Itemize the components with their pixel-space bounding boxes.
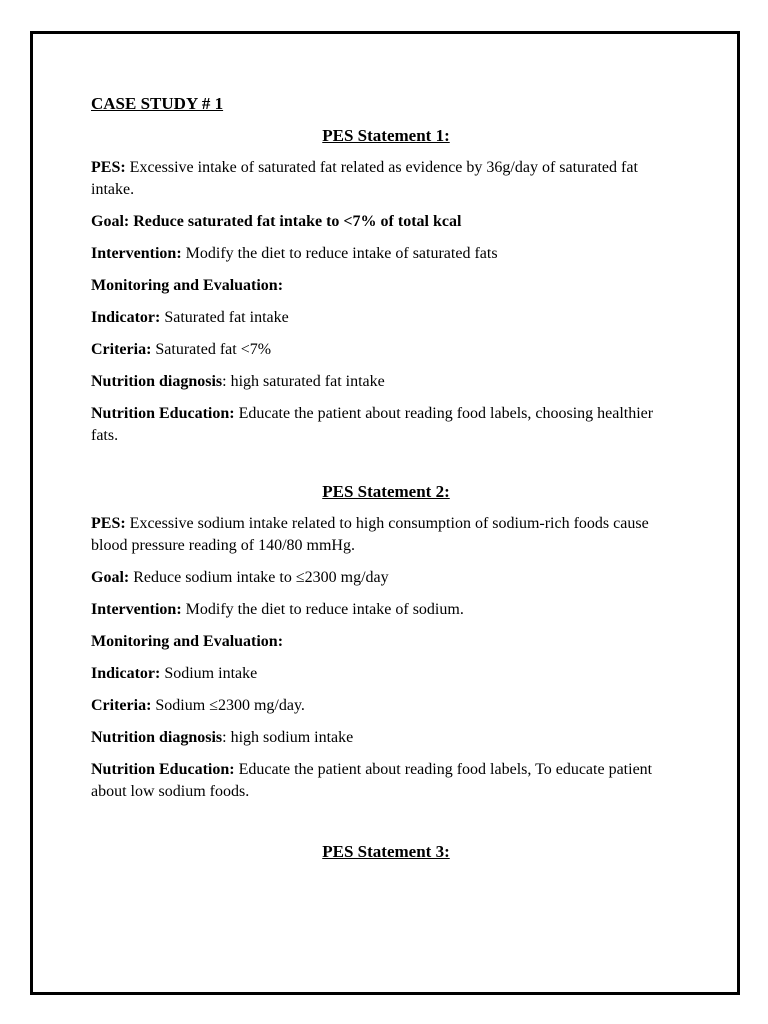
criteria-label: Criteria: (91, 697, 152, 714)
diagnosis-label: Nutrition diagnosis (91, 729, 223, 746)
goal-paragraph (91, 211, 681, 233)
diagnosis-text: : high saturated fat intake (222, 373, 385, 390)
section-spacer (91, 457, 681, 480)
criteria-paragraph (91, 695, 681, 717)
education-text: Educate the patient about reading food labels, choosing healthier fats. (91, 405, 654, 444)
diagnosis-paragraph (91, 371, 681, 393)
diagnosis-text: : high sodium intake (222, 729, 354, 746)
diagnosis-paragraph (91, 727, 681, 749)
indicator-text: Saturated fat intake (160, 309, 289, 326)
monitoring-label: Monitoring and Evaluation: (91, 277, 284, 294)
section-heading: PES Statement 3: (322, 842, 450, 861)
education-paragraph (91, 403, 681, 447)
intervention-label: Intervention: (91, 245, 182, 262)
pes-label: PES: (91, 159, 126, 176)
indicator-label: Indicator: (91, 665, 161, 682)
education-text: Educate the patient about reading food labels, To educate patient about low sodium foods. (91, 761, 653, 800)
pes-section-2 (91, 480, 681, 803)
goal-paragraph (91, 567, 681, 589)
intervention-text: Modify the diet to reduce intake of saturated fats (181, 245, 498, 262)
pes-section-3 (91, 840, 681, 864)
goal-text: Reduce sodium intake to ≤2300 mg/day (129, 569, 389, 586)
goal-text: Reduce saturated fat intake to <7% of total kcal (129, 213, 462, 230)
education-paragraph (91, 759, 681, 803)
intervention-text: Modify the diet to reduce intake of sodium. (181, 601, 464, 618)
section-heading: PES Statement 1: (322, 126, 450, 145)
pes-section-1 (91, 124, 681, 447)
intervention-paragraph (91, 243, 681, 265)
education-label: Nutrition Education: (91, 405, 235, 422)
case-study-title: CASE STUDY # 1 (91, 94, 224, 113)
intervention-label: Intervention: (91, 601, 182, 618)
criteria-paragraph (91, 339, 681, 361)
pes-paragraph (91, 157, 681, 201)
pes-paragraph (91, 513, 681, 557)
indicator-paragraph (91, 663, 681, 685)
diagnosis-label: Nutrition diagnosis (91, 373, 223, 390)
monitoring-paragraph (91, 275, 681, 297)
criteria-text: Saturated fat <7% (151, 341, 272, 358)
pes-text: Excessive sodium intake related to high consumption of sodium-rich foods cause blood pressure reading of 140/80 mmHg. (91, 515, 649, 554)
criteria-label: Criteria: (91, 341, 152, 358)
pes-text: Excessive intake of saturated fat related as evidence by 36g/day of saturated fat intake. (91, 159, 638, 198)
goal-label: Goal: (91, 213, 130, 230)
intervention-paragraph (91, 599, 681, 621)
section-spacer (91, 813, 681, 840)
monitoring-paragraph (91, 631, 681, 653)
goal-label: Goal: (91, 569, 130, 586)
indicator-text: Sodium intake (160, 665, 258, 682)
indicator-paragraph (91, 307, 681, 329)
pes-label: PES: (91, 515, 126, 532)
document-body (91, 92, 681, 873)
section-heading: PES Statement 2: (322, 482, 450, 501)
indicator-label: Indicator: (91, 309, 161, 326)
education-label: Nutrition Education: (91, 761, 235, 778)
monitoring-label: Monitoring and Evaluation: (91, 633, 284, 650)
criteria-text: Sodium ≤2300 mg/day. (151, 697, 305, 714)
